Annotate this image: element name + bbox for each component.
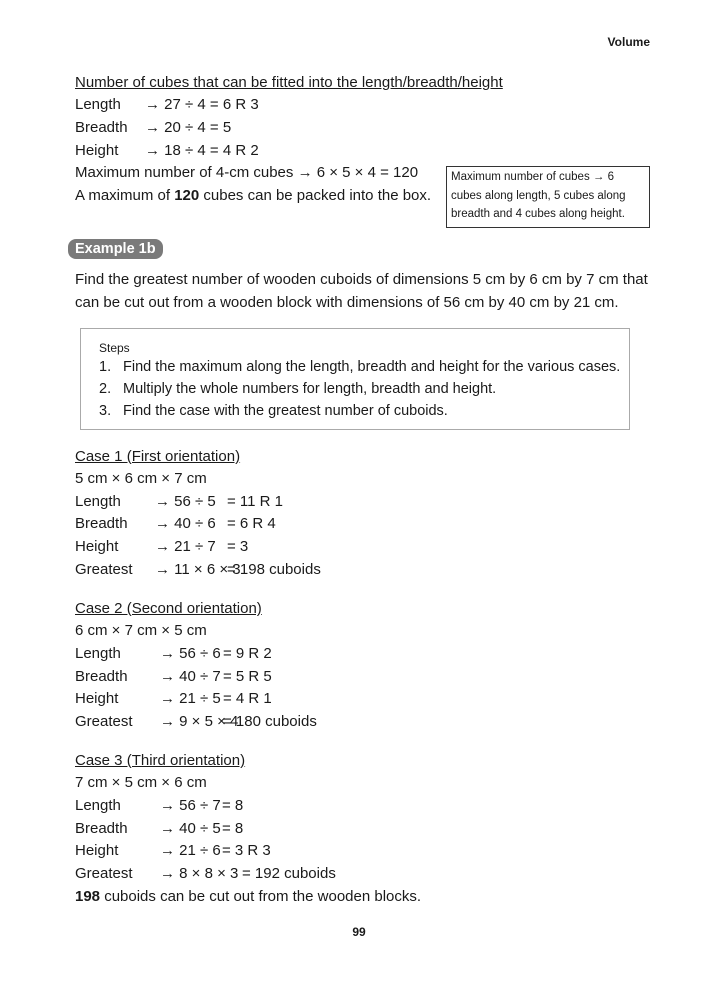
case-row: Length → 56 ÷ 5 = 11 R 1 <box>75 493 284 510</box>
case-row: Greatest → 8 × 8 × 3 = 192 cuboids <box>75 865 336 882</box>
case-row: Length → 56 ÷ 7= 8 <box>75 797 244 814</box>
running-header: Volume <box>607 35 650 49</box>
part-a-row: Height → 18 ÷ 4 = 4 R 2 <box>75 142 259 159</box>
part-a-conclusion: A maximum of 120 cubes can be packed into the box. <box>75 187 432 204</box>
case-title: Case 1 (First orientation) <box>75 448 241 465</box>
case-row: Height → 21 ÷ 6= 3 R 3 <box>75 842 271 859</box>
step-item: 2. Multiply the whole numbers for length, breadth and height. <box>99 381 497 397</box>
case-title: Case 2 (Second orientation) <box>75 600 262 617</box>
question-line: Find the greatest number of wooden cuboids of dimensions 5 cm by 6 cm by 7 cm that <box>75 271 648 288</box>
part-a-row: Breadth → 20 ÷ 4 = 5 <box>75 119 232 136</box>
example-badge: Example 1b <box>68 239 163 259</box>
case-row: Breadth → 40 ÷ 5= 8 <box>75 820 244 837</box>
side-note: Maximum number of cubes → 6 cubes along length, 5 cubes along breadth and 4 cubes along height. <box>446 166 650 228</box>
case-row: Length → 56 ÷ 6 = 9 R 2 <box>75 645 272 662</box>
steps-box <box>80 328 630 430</box>
case-row: Height → 21 ÷ 7 = 3 <box>75 538 249 555</box>
step-item: 3. Find the case with the greatest number of cuboids. <box>99 403 448 419</box>
case-title: Case 3 (Third orientation) <box>75 752 246 769</box>
case-row: Breadth → 40 ÷ 7 = 5 R 5 <box>75 668 272 685</box>
steps-title: Steps <box>99 341 130 355</box>
case-row: Height → 21 ÷ 5 = 4 R 1 <box>75 690 272 707</box>
case-dims: 6 cm × 7 cm × 5 cm <box>75 622 207 639</box>
step-item: 1. Find the maximum along the length, breadth and height for the various cases. <box>99 359 621 375</box>
case-dims: 7 cm × 5 cm × 6 cm <box>75 774 207 791</box>
page-number: 99 <box>352 925 366 939</box>
final-answer: 198 cuboids can be cut out from the wooden blocks. <box>75 888 422 905</box>
case-row: Greatest → 11 × 6 × 3= 198 cuboids <box>75 561 321 578</box>
case-row: Breadth → 40 ÷ 6 = 6 R 4 <box>75 515 276 532</box>
case-dims: 5 cm × 6 cm × 7 cm <box>75 470 207 487</box>
case-row: Greatest → 9 × 5 × 4= 180 cuboids <box>75 713 317 730</box>
question-line: can be cut out from a wooden block with dimensions of 56 cm by 40 cm by 21 cm. <box>75 294 619 311</box>
part-a-row: Length → 27 ÷ 4 = 6 R 3 <box>75 96 259 113</box>
part-a-max: Maximum number of 4-cm cubes → 6 × 5 × 4 = 120 <box>75 164 419 181</box>
part-a-heading: Number of cubes that can be fitted into the length/breadth/height <box>75 74 503 91</box>
